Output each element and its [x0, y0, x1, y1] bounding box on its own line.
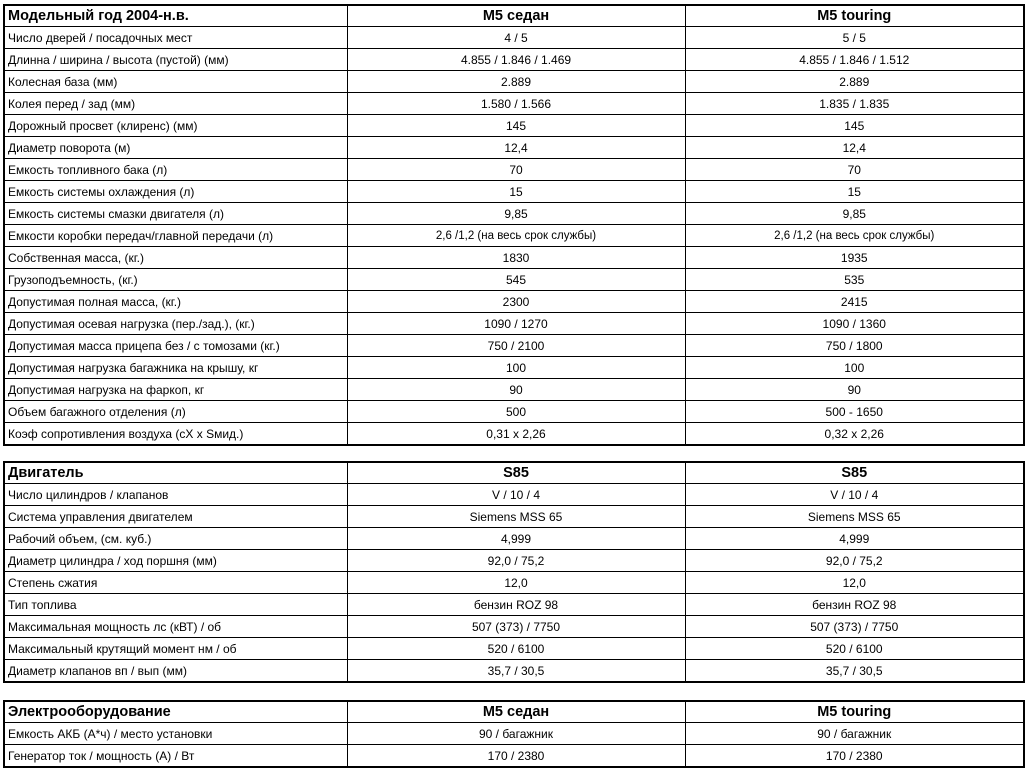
spec-value-col2: 9,85	[685, 203, 1024, 225]
spec-label: Емкость системы охлаждения (л)	[4, 181, 347, 203]
table-row	[4, 423, 1024, 446]
table-row	[4, 745, 1024, 768]
spec-label: Грузоподъемность, (кг.)	[4, 269, 347, 291]
spec-value-col1: 70	[347, 159, 685, 181]
table-row	[4, 357, 1024, 379]
spec-value-col2: 90	[685, 379, 1024, 401]
spec-value-col1: 4.855 / 1.846 / 1.469	[347, 49, 685, 71]
spec-value-col2: 12,4	[685, 137, 1024, 159]
spec-value-col1: 90	[347, 379, 685, 401]
electrical-header-row	[4, 701, 1024, 723]
spec-label: Допустимая нагрузка на фаркоп, кг	[4, 379, 347, 401]
table-row	[4, 71, 1024, 93]
spec-label: Дорожный просвет (клиренс) (мм)	[4, 115, 347, 137]
spec-value-col2: 2415	[685, 291, 1024, 313]
spec-value-col2: 70	[685, 159, 1024, 181]
spec-value-col1: 100	[347, 357, 685, 379]
spec-label: Длинна / ширина / высота (пустой) (мм)	[4, 49, 347, 71]
spec-value-col1: 507 (373) / 7750	[347, 616, 685, 638]
table-row	[4, 247, 1024, 269]
spec-label: Диаметр цилиндра / ход поршня (мм)	[4, 550, 347, 572]
column-header: S85	[347, 462, 685, 484]
spec-label: Колея перед / зад (мм)	[4, 93, 347, 115]
spec-value-col2: 1935	[685, 247, 1024, 269]
table-row	[4, 506, 1024, 528]
table-row	[4, 313, 1024, 335]
spec-label: Степень сжатия	[4, 572, 347, 594]
spec-label: Емкость АКБ (А*ч) / место установки	[4, 723, 347, 745]
spec-value-col1: 520 / 6100	[347, 638, 685, 660]
table-row	[4, 379, 1024, 401]
table-row	[4, 335, 1024, 357]
column-header: M5 touring	[685, 701, 1024, 723]
spec-label: Допустимая масса прицепа без / с томозами (кг.)	[4, 335, 347, 357]
table-row	[4, 137, 1024, 159]
spec-value-col1: 1.580 / 1.566	[347, 93, 685, 115]
spec-value-col1: 90 / багажник	[347, 723, 685, 745]
spec-value-col2: Siemens MSS 65	[685, 506, 1024, 528]
table-row	[4, 572, 1024, 594]
spec-label: Диаметр клапанов вп / вып (мм)	[4, 660, 347, 683]
spec-value-col2: 0,32 x 2,26	[685, 423, 1024, 446]
table-row	[4, 660, 1024, 683]
spec-value-col1: 15	[347, 181, 685, 203]
spec-label: Система управления двигателем	[4, 506, 347, 528]
general-specs-table	[3, 4, 1025, 446]
spec-label: Емкости коробки передач/главной передачи (л)	[4, 225, 347, 247]
spec-value-col1: 12,0	[347, 572, 685, 594]
spec-label: Коэф сопротивления воздуха (cX x Sмид.)	[4, 423, 347, 446]
spec-value-col1: 2300	[347, 291, 685, 313]
spec-value-col2: 1.835 / 1.835	[685, 93, 1024, 115]
column-header: M5 седан	[347, 701, 685, 723]
column-header: M5 touring	[685, 5, 1024, 27]
spec-value-col2: 2.889	[685, 71, 1024, 93]
spec-label: Генератор ток / мощность (А) / Вт	[4, 745, 347, 768]
spec-value-col2: 15	[685, 181, 1024, 203]
table-row	[4, 616, 1024, 638]
table-row	[4, 291, 1024, 313]
spec-value-col2: 750 / 1800	[685, 335, 1024, 357]
table-row	[4, 93, 1024, 115]
spec-value-col1: 12,4	[347, 137, 685, 159]
spec-value-col2: 170 / 2380	[685, 745, 1024, 768]
table-row	[4, 115, 1024, 137]
spec-value-col1: V / 10 / 4	[347, 484, 685, 506]
electrical-specs-table	[3, 700, 1025, 768]
section-title: Двигатель	[4, 462, 347, 484]
spec-label: Тип топлива	[4, 594, 347, 616]
section-title: Модельный год 2004-н.в.	[4, 5, 347, 27]
spec-label: Емкость системы смазки двигателя (л)	[4, 203, 347, 225]
spec-value-col2: 507 (373) / 7750	[685, 616, 1024, 638]
spec-label: Допустимая полная масса, (кг.)	[4, 291, 347, 313]
spec-value-col1: 750 / 2100	[347, 335, 685, 357]
spec-value-col1: 2,6 /1,2 (на весь срок службы)	[347, 225, 685, 247]
table-row	[4, 528, 1024, 550]
spec-value-col1: 0,31 x 2,26	[347, 423, 685, 446]
spec-label: Собственная масса, (кг.)	[4, 247, 347, 269]
table-row	[4, 49, 1024, 71]
spec-value-col1: 1090 / 1270	[347, 313, 685, 335]
spec-value-col2: 4.855 / 1.846 / 1.512	[685, 49, 1024, 71]
spec-value-col1: 9,85	[347, 203, 685, 225]
spec-label: Емкость топливного бака (л)	[4, 159, 347, 181]
spec-value-col1: бензин ROZ 98	[347, 594, 685, 616]
spec-value-col1: 145	[347, 115, 685, 137]
table-row	[4, 159, 1024, 181]
spec-label: Максимальный крутящий момент нм / об	[4, 638, 347, 660]
table-row	[4, 27, 1024, 49]
spec-label: Допустимая нагрузка багажника на крышу, кг	[4, 357, 347, 379]
column-header: S85	[685, 462, 1024, 484]
spec-value-col2: 12,0	[685, 572, 1024, 594]
spec-value-col1: 4 / 5	[347, 27, 685, 49]
spec-value-col1: 92,0 / 75,2	[347, 550, 685, 572]
spec-value-col2: бензин ROZ 98	[685, 594, 1024, 616]
table-row	[4, 269, 1024, 291]
column-header: M5 седан	[347, 5, 685, 27]
table-row	[4, 638, 1024, 660]
section-title: Электрооборудование	[4, 701, 347, 723]
spec-value-col2: 1090 / 1360	[685, 313, 1024, 335]
spec-value-col1: 4,999	[347, 528, 685, 550]
spec-value-col1: 1830	[347, 247, 685, 269]
spec-value-col1: 500	[347, 401, 685, 423]
engine-header-row	[4, 462, 1024, 484]
spec-value-col2: 5 / 5	[685, 27, 1024, 49]
spec-label: Допустимая осевая нагрузка (пер./зад.), (кг.)	[4, 313, 347, 335]
spec-value-col1: 2.889	[347, 71, 685, 93]
table-row	[4, 594, 1024, 616]
spec-value-col2: 100	[685, 357, 1024, 379]
spec-value-col2: V / 10 / 4	[685, 484, 1024, 506]
spec-value-col1: Siemens MSS 65	[347, 506, 685, 528]
table-row	[4, 723, 1024, 745]
spec-label: Число дверей / посадочных мест	[4, 27, 347, 49]
table-row	[4, 484, 1024, 506]
spec-value-col2: 535	[685, 269, 1024, 291]
spec-value-col1: 35,7 / 30,5	[347, 660, 685, 683]
spec-value-col2: 520 / 6100	[685, 638, 1024, 660]
table-row	[4, 181, 1024, 203]
spec-label: Объем багажного отделения (л)	[4, 401, 347, 423]
spec-value-col1: 170 / 2380	[347, 745, 685, 768]
spec-value-col2: 2,6 /1,2 (на весь срок службы)	[685, 225, 1024, 247]
table-row	[4, 225, 1024, 247]
spec-label: Рабочий объем, (см. куб.)	[4, 528, 347, 550]
spec-value-col2: 92,0 / 75,2	[685, 550, 1024, 572]
spec-value-col2: 145	[685, 115, 1024, 137]
spec-value-col2: 35,7 / 30,5	[685, 660, 1024, 683]
spec-value-col2: 90 / багажник	[685, 723, 1024, 745]
spec-value-col2: 4,999	[685, 528, 1024, 550]
spec-label: Колесная база (мм)	[4, 71, 347, 93]
spec-value-col1: 545	[347, 269, 685, 291]
table-row	[4, 401, 1024, 423]
spec-label: Число цилиндров / клапанов	[4, 484, 347, 506]
spec-value-col2: 500 - 1650	[685, 401, 1024, 423]
table-row	[4, 550, 1024, 572]
spec-label: Максимальная мощность лс (кВТ) / об	[4, 616, 347, 638]
spec-label: Диаметр поворота (м)	[4, 137, 347, 159]
table-row	[4, 203, 1024, 225]
engine-specs-table	[3, 461, 1025, 683]
general-header-row	[4, 5, 1024, 27]
